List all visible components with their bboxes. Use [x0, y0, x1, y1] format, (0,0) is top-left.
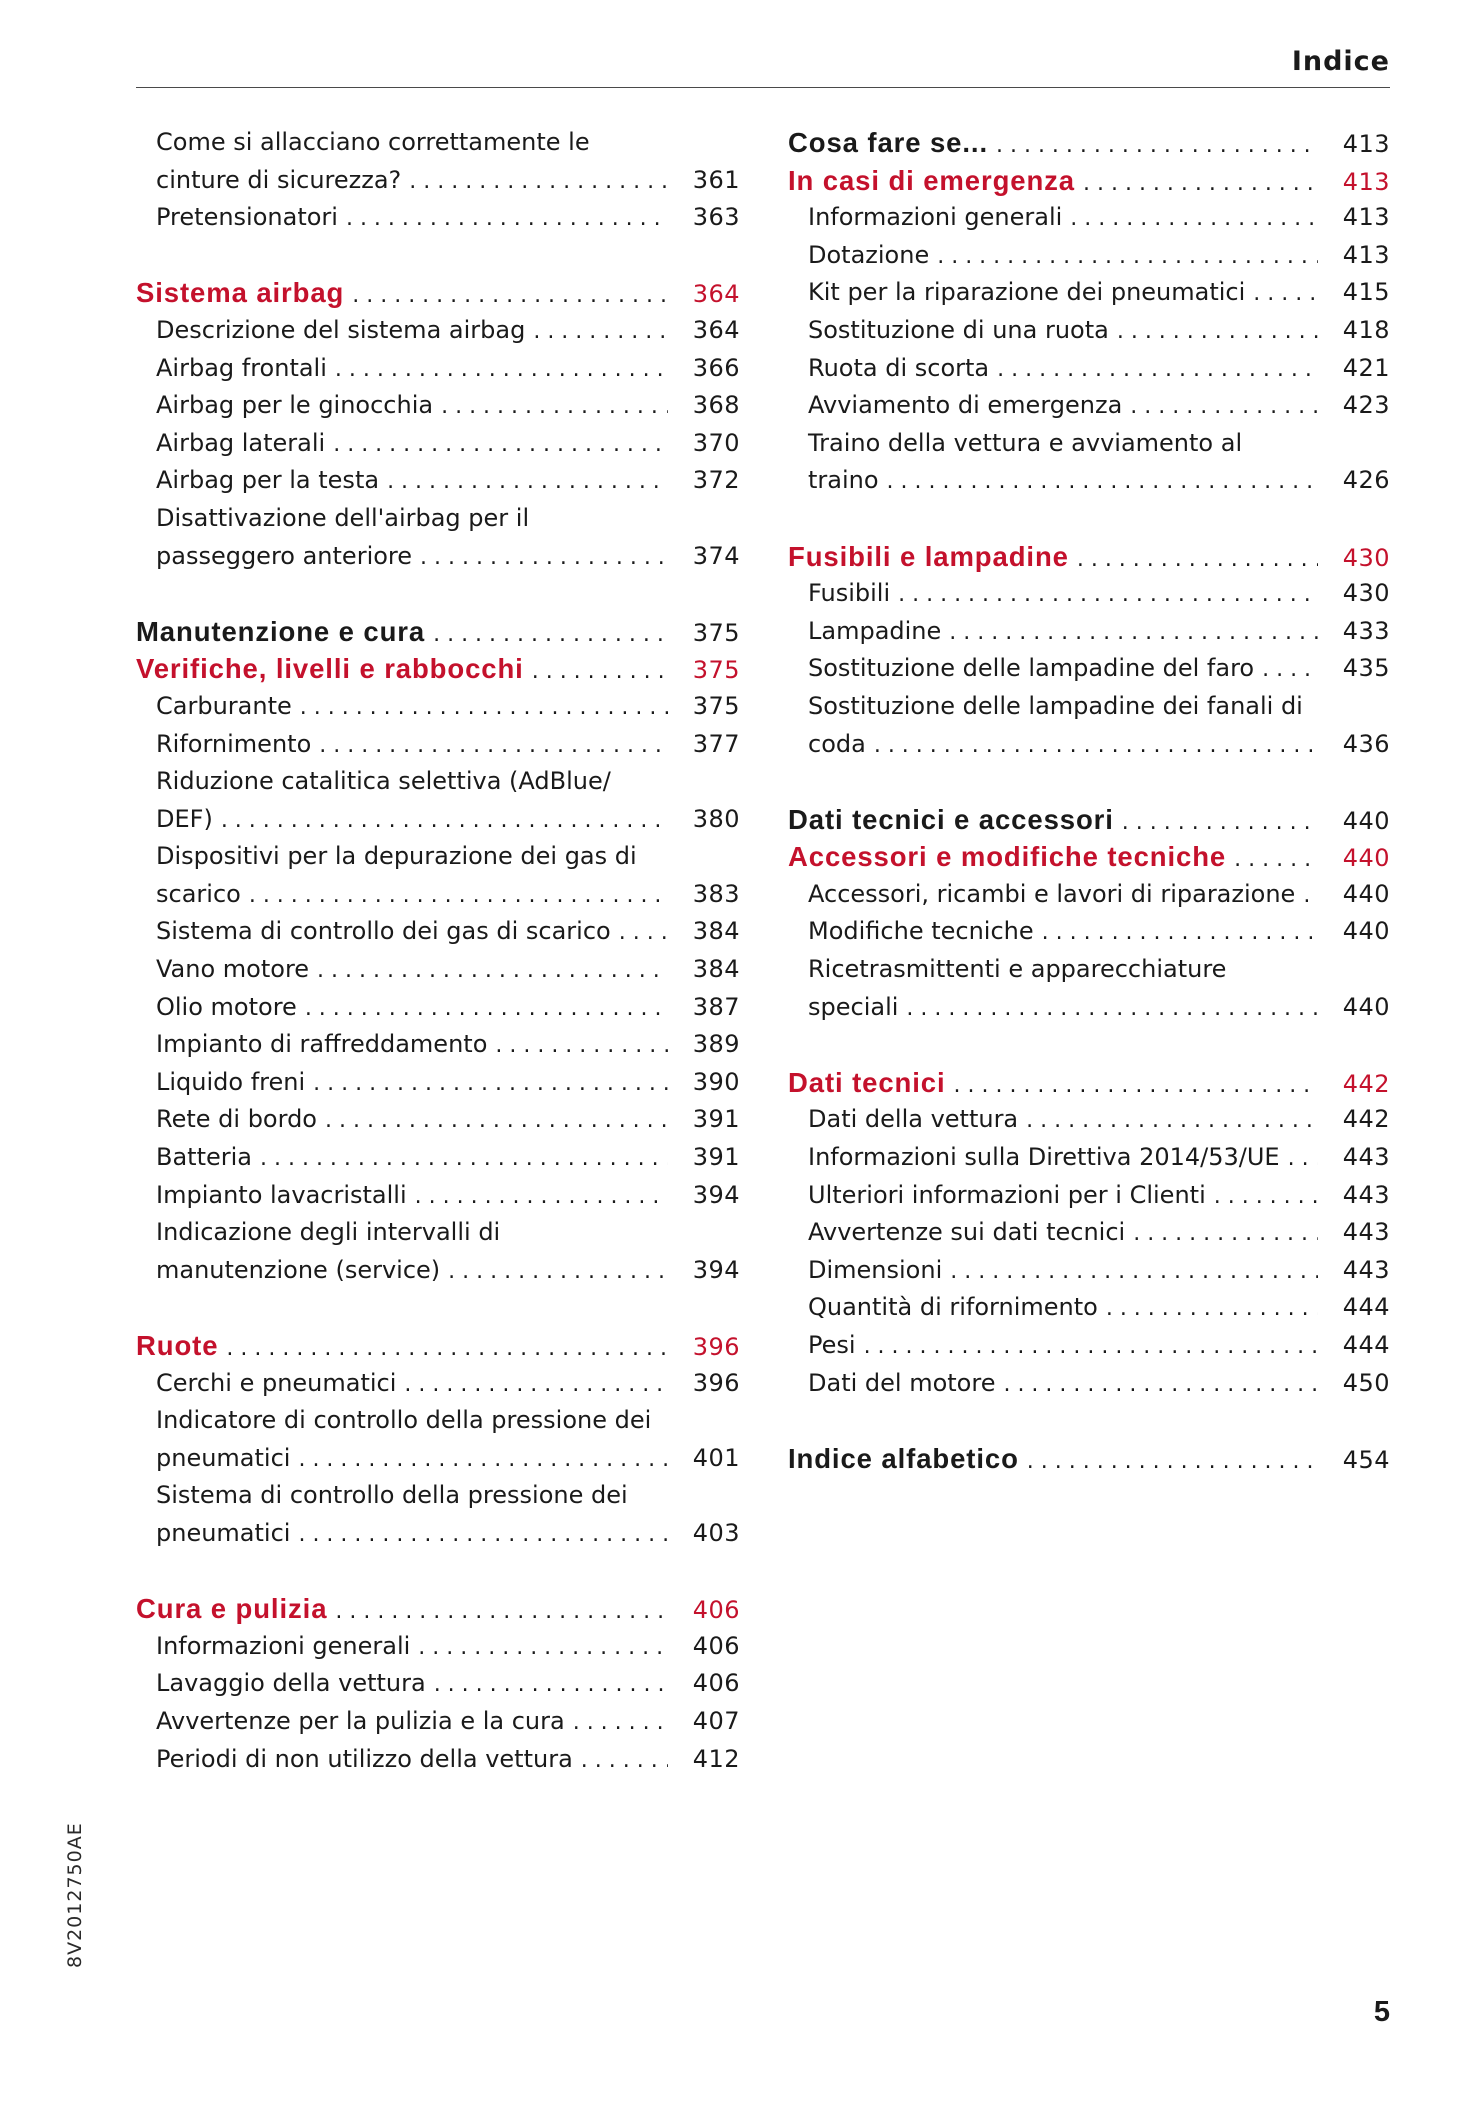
toc-entry[interactable] [136, 538, 740, 576]
toc-entry[interactable] [788, 575, 1390, 613]
toc-section-heading[interactable] [136, 1327, 740, 1365]
dot-leader [997, 351, 1318, 389]
toc-page-number: 442 [1342, 1105, 1390, 1134]
toc-entry-label: Carburante [156, 691, 292, 720]
toc-entry[interactable] [788, 237, 1390, 275]
toc-entry-label: manutenzione (service) [156, 1255, 441, 1284]
dot-leader [404, 1366, 668, 1404]
dot-leader [346, 200, 668, 238]
toc-page-number: 396 [692, 1333, 740, 1361]
dot-leader [937, 238, 1318, 276]
toc-section-heading[interactable] [136, 274, 740, 312]
toc-entry-label: Manutenzione e cura [136, 615, 426, 647]
toc-entry-label: pneumatici [156, 1518, 291, 1547]
toc-page-number: 413 [1342, 167, 1390, 196]
toc-entry-label: scarico [156, 879, 241, 908]
toc-section-heading[interactable] [136, 650, 740, 688]
toc-page-number: 430 [1342, 579, 1390, 608]
toc-entry[interactable] [136, 989, 740, 1027]
toc-entry-label: Ulteriori informazioni per i Clienti [808, 1180, 1206, 1209]
dot-leader [313, 1065, 668, 1103]
toc-entry-label: Batteria [156, 1143, 252, 1172]
toc-page-number: 396 [692, 1368, 740, 1397]
dot-leader [954, 1067, 1318, 1105]
toc-entry-label: Quantità di rifornimento [808, 1293, 1098, 1322]
toc-entry[interactable] [136, 162, 740, 200]
toc-entry[interactable] [788, 312, 1390, 350]
dot-leader [1133, 1215, 1318, 1253]
dot-leader [418, 1629, 668, 1667]
toc-entry-line [788, 951, 1390, 989]
toc-entry-label: Airbag frontali [156, 353, 327, 382]
toc-entry-label: Airbag per la testa [156, 466, 380, 495]
toc-page-number: 391 [692, 1105, 740, 1134]
toc-page-number: 443 [1342, 1255, 1390, 1284]
toc-entry[interactable] [136, 1440, 740, 1478]
toc-entry-label: Accessori, ricambi e lavori di riparazione [808, 879, 1296, 908]
toc-page-number: 436 [1342, 729, 1390, 758]
toc-entry-label: Verifiche, livelli e rabbocchi [136, 653, 524, 685]
dot-leader [1106, 1290, 1318, 1328]
toc-entry-label: Sistema airbag [136, 277, 345, 309]
toc-entry-line [136, 838, 740, 876]
toc-page-number: 413 [1342, 240, 1390, 269]
toc-page-number: 406 [692, 1669, 740, 1698]
toc-page-number: 374 [692, 541, 740, 570]
toc-page-number: 440 [1342, 806, 1390, 835]
toc-entry-label: Cura e pulizia [136, 1593, 328, 1625]
toc-entry-label: Dotazione [808, 240, 930, 269]
dot-leader [573, 1704, 668, 1742]
toc-entry-label: Lavaggio della vettura [156, 1669, 426, 1698]
dot-leader [333, 426, 668, 464]
toc-entry[interactable] [136, 1139, 740, 1177]
dot-leader [887, 463, 1318, 501]
toc-entry-label: Impianto lavacristalli [156, 1180, 407, 1209]
toc-entry[interactable] [136, 951, 740, 989]
toc-page-number: 443 [1342, 1143, 1390, 1172]
toc-page-number: 440 [1342, 917, 1390, 946]
dot-leader [1130, 388, 1318, 426]
toc-entry-label: Riduzione catalitica selettiva (AdBlue/ [156, 767, 611, 796]
dot-leader [874, 727, 1318, 765]
toc-entry[interactable] [136, 726, 740, 764]
toc-entry[interactable] [788, 1289, 1390, 1327]
toc-entry[interactable] [788, 726, 1390, 764]
toc-entry-label: Avvertenze sui dati tecnici [808, 1218, 1126, 1247]
toc-page-number: 375 [692, 618, 740, 647]
dot-leader [420, 539, 668, 577]
toc-chapter-heading[interactable] [136, 613, 740, 651]
toc-entry-label: Rifornimento [156, 729, 312, 758]
toc-page-number: 444 [1342, 1293, 1390, 1322]
toc-entry[interactable] [136, 1741, 740, 1779]
toc-page-number: 440 [1342, 844, 1390, 873]
toc-page-number: 377 [692, 729, 740, 758]
dot-leader [1077, 541, 1318, 579]
toc-entry-label: Dimensioni [808, 1255, 943, 1284]
toc-entry-label: Liquido freni [156, 1067, 306, 1096]
toc-left-column [136, 124, 740, 1778]
toc-entry-label: In casi di emergenza [788, 164, 1075, 196]
toc-section-heading[interactable] [136, 1590, 740, 1628]
toc-entry-label: Kit per la riparazione dei pneumatici [808, 278, 1246, 307]
toc-page-number: 383 [692, 879, 740, 908]
dot-leader [495, 1027, 668, 1065]
toc-page-number: 440 [1342, 992, 1390, 1021]
toc-entry[interactable] [788, 650, 1390, 688]
toc-entry[interactable] [788, 462, 1390, 500]
dot-leader [533, 313, 668, 351]
toc-entry-label: Rete di bordo [156, 1105, 317, 1134]
dot-leader [864, 1328, 1318, 1366]
toc-section-heading[interactable] [788, 162, 1390, 200]
toc-entry-label: Airbag laterali [156, 428, 326, 457]
toc-entry[interactable] [136, 801, 740, 839]
dot-leader [1003, 1366, 1318, 1404]
dot-leader [221, 802, 668, 840]
toc-entry-label: Ruote [136, 1330, 219, 1361]
toc-page-number: 368 [692, 391, 740, 420]
toc-entry-label: Informazioni generali [808, 203, 1063, 232]
dot-leader [1083, 165, 1318, 203]
dot-leader [949, 614, 1318, 652]
toc-entry-label: pneumatici [156, 1443, 291, 1472]
toc-entry-line [788, 688, 1390, 726]
toc-entry[interactable] [136, 1628, 740, 1666]
toc-entry[interactable] [788, 1365, 1390, 1403]
toc-entry[interactable] [136, 1252, 740, 1290]
toc-page-number: 364 [692, 280, 740, 309]
dot-leader [300, 689, 668, 727]
dot-leader [532, 653, 668, 691]
toc-page-number: 406 [692, 1596, 740, 1625]
toc-page-number: 384 [692, 917, 740, 946]
toc-chapter-heading[interactable] [788, 801, 1390, 839]
toc-entry[interactable] [136, 688, 740, 726]
toc-entry-label: Dati della vettura [808, 1105, 1019, 1134]
toc-entry-label: Cosa fare se... [788, 127, 988, 158]
toc-page-number: 435 [1342, 654, 1390, 683]
dot-leader [996, 127, 1318, 165]
toc-entry[interactable] [788, 989, 1390, 1027]
toc-entry-label: Dati del motore [808, 1368, 996, 1397]
toc-entry-label: Cerchi e pneumatici [156, 1368, 397, 1397]
toc-entry-label: Descrizione del sistema airbag [156, 315, 526, 344]
header-divider [136, 87, 1390, 88]
dot-leader [226, 1330, 668, 1368]
toc-page-number: 454 [1342, 1445, 1390, 1474]
dot-leader [898, 576, 1318, 614]
toc-page-number: 440 [1342, 879, 1390, 908]
toc-entry-line [136, 124, 740, 162]
running-header-title: Indice [1291, 46, 1390, 77]
toc-page-number: 387 [692, 992, 740, 1021]
toc-entry-label: Pesi [808, 1331, 856, 1359]
toc-entry-label: Indicatore di controllo della pressione dei [156, 1406, 652, 1435]
dot-leader [950, 1253, 1318, 1291]
toc-entry-line [136, 763, 740, 801]
toc-page-number: 390 [692, 1067, 740, 1096]
toc-entry-label: Sostituzione di una ruota [808, 315, 1109, 344]
toc-entry-line [136, 1402, 740, 1440]
dot-leader [1027, 1443, 1318, 1481]
dot-leader [1042, 914, 1318, 952]
toc-entry-label: Sistema di controllo della pressione dei [156, 1481, 628, 1510]
toc-entry-label: Informazioni generali [156, 1631, 411, 1660]
toc-page-number: 375 [692, 656, 740, 685]
toc-page-number: 415 [1342, 278, 1390, 307]
toc-page-number: 364 [692, 315, 740, 344]
toc-entry-label: Periodi di non utilizzo della vettura [156, 1744, 573, 1773]
toc-entry[interactable] [136, 1365, 740, 1403]
toc-entry-label: Sostituzione delle lampadine del faro [808, 654, 1255, 683]
toc-entry[interactable] [788, 387, 1390, 425]
dot-leader [415, 1178, 668, 1216]
toc-page-number: 407 [692, 1706, 740, 1735]
dot-leader [1253, 275, 1318, 313]
dot-leader [1070, 200, 1318, 238]
toc-page-number: 391 [692, 1143, 740, 1172]
toc-entry[interactable] [136, 1064, 740, 1102]
toc-page-number: 444 [1342, 1331, 1390, 1359]
toc-entry-label: Dati tecnici e accessori [788, 803, 1114, 835]
toc-entry-line [136, 500, 740, 538]
toc-entry-label: Informazioni sulla Direttiva 2014/53/UE [808, 1143, 1280, 1172]
toc-entry-label: passeggero anteriore [156, 541, 413, 570]
dot-leader [249, 877, 668, 915]
dot-leader [260, 1140, 668, 1178]
dot-leader [298, 1441, 668, 1479]
toc-entry[interactable] [788, 613, 1390, 651]
toc-page-number: 394 [692, 1180, 740, 1209]
toc-entry-label: Come si allacciano correttamente le [156, 128, 590, 156]
dot-leader [1303, 877, 1318, 915]
toc-page-number: 389 [692, 1030, 740, 1059]
toc-page-number: 375 [692, 691, 740, 720]
toc-page-number: 418 [1342, 315, 1390, 344]
dot-leader [1288, 1140, 1318, 1178]
toc-entry-label: traino [808, 466, 879, 495]
dot-leader [619, 914, 668, 952]
toc-entry[interactable] [788, 1252, 1390, 1290]
toc-entry-label: Avviamento di emergenza [808, 391, 1123, 420]
toc-entry[interactable] [136, 425, 740, 463]
toc-entry-label: Fusibili [808, 579, 891, 608]
dot-leader [1214, 1178, 1318, 1216]
dot-leader [1117, 313, 1318, 351]
toc-section-heading[interactable] [788, 1064, 1390, 1102]
toc-entry-label: Avvertenze per la pulizia e la cura [156, 1706, 565, 1735]
toc-page-number: 430 [1342, 543, 1390, 572]
toc-section-heading[interactable] [788, 538, 1390, 576]
dot-leader [434, 1666, 668, 1704]
toc-entry-label: Indice alfabetico [788, 1442, 1019, 1474]
toc-page-number: 413 [1342, 130, 1390, 158]
toc-entry-label: Airbag per le ginocchia [156, 391, 434, 420]
toc-page-number: 443 [1342, 1180, 1390, 1209]
toc-entry[interactable] [136, 462, 740, 500]
toc-page-number: 401 [692, 1443, 740, 1472]
toc-page-number: 413 [1342, 203, 1390, 232]
dot-leader [1122, 804, 1318, 842]
toc-entry[interactable] [136, 876, 740, 914]
toc-entry-label: Impianto di raffreddamento [156, 1030, 488, 1059]
toc-entry-label: Dati tecnici [788, 1066, 946, 1098]
toc-page-number: 394 [692, 1255, 740, 1284]
toc-entry-label: coda [808, 729, 866, 758]
dot-leader [1234, 841, 1318, 879]
toc-entry[interactable] [136, 1703, 740, 1741]
toc-page-number: 423 [1342, 391, 1390, 420]
toc-entry-label: Dispositivi per la depurazione dei gas di [156, 842, 637, 871]
dot-leader [335, 1593, 668, 1631]
toc-page-number: 406 [692, 1631, 740, 1660]
toc-entry-label: Disattivazione dell'airbag per il [156, 503, 530, 532]
toc-entry[interactable] [788, 1101, 1390, 1139]
toc-entry[interactable] [788, 1139, 1390, 1177]
toc-entry-label: Fusibili e lampadine [788, 540, 1069, 572]
toc-page-number: 370 [692, 428, 740, 457]
toc-page-number: 421 [1342, 353, 1390, 382]
toc-entry-label: Traino della vettura e avviamento al [808, 428, 1243, 457]
toc-page-number: 372 [692, 466, 740, 495]
toc-page-number: 450 [1342, 1368, 1390, 1397]
toc-page-number: 442 [1342, 1069, 1390, 1098]
toc-entry-label: Indicazione degli intervalli di [156, 1218, 501, 1247]
toc-entry-label: Vano motore [156, 955, 310, 984]
toc-entry-label: Pretensionatori [156, 203, 338, 232]
toc-chapter-heading[interactable] [788, 1440, 1390, 1478]
toc-entry-label: speciali [808, 992, 899, 1021]
toc-page-number: 380 [692, 804, 740, 833]
toc-entry-label: cinture di sicurezza? [156, 165, 402, 194]
toc-right-column [788, 124, 1390, 1477]
dot-leader [298, 1516, 668, 1554]
toc-entry[interactable] [788, 274, 1390, 312]
toc-chapter-heading[interactable] [788, 124, 1390, 162]
toc-entry[interactable] [136, 199, 740, 237]
toc-entry[interactable] [136, 312, 740, 350]
toc-entry[interactable] [136, 1177, 740, 1215]
toc-entry-label: Ruota di scorta [808, 353, 990, 382]
toc-page-number: 426 [1342, 466, 1390, 495]
toc-entry[interactable] [788, 199, 1390, 237]
toc-page-number: 363 [692, 203, 740, 232]
dot-leader [906, 990, 1318, 1028]
dot-leader [1262, 651, 1318, 689]
dot-leader [335, 351, 668, 389]
dot-leader [1026, 1102, 1318, 1140]
dot-leader [448, 1253, 668, 1291]
toc-entry[interactable] [136, 913, 740, 951]
toc-page-number: 361 [692, 165, 740, 194]
toc-page-number: 403 [692, 1518, 740, 1547]
toc-page-number: 412 [692, 1744, 740, 1773]
toc-page-number: 443 [1342, 1218, 1390, 1247]
toc-entry[interactable] [136, 1101, 740, 1139]
toc-entry-label: Olio motore [156, 992, 297, 1021]
dot-leader [409, 163, 668, 201]
toc-entry[interactable] [788, 350, 1390, 388]
toc-entry-label: Sostituzione delle lampadine dei fanali di [808, 691, 1303, 720]
toc-entry-label: Sistema di controllo dei gas di scarico [156, 917, 611, 946]
toc-section-heading[interactable] [788, 838, 1390, 876]
dot-leader [352, 277, 668, 315]
toc-entry-line [136, 1214, 740, 1252]
toc-page-number: 366 [692, 353, 740, 382]
toc-entry-line [136, 1477, 740, 1515]
toc-entry[interactable] [136, 1665, 740, 1703]
page-number: 5 [1373, 1996, 1390, 2028]
dot-leader [441, 388, 668, 426]
toc-entry-label: DEF) [156, 804, 213, 833]
toc-entry-label: Ricetrasmittenti e apparecchiature [808, 955, 1227, 984]
toc-entry[interactable] [788, 1177, 1390, 1215]
dot-leader [581, 1742, 668, 1780]
toc-page-number: 433 [1342, 616, 1390, 645]
toc-entry[interactable] [788, 876, 1390, 914]
toc-entry-label: Lampadine [808, 616, 942, 645]
toc-entry[interactable] [788, 913, 1390, 951]
toc-entry-label: Accessori e modifiche tecniche [788, 841, 1227, 873]
toc-entry[interactable] [136, 1026, 740, 1064]
dot-leader [387, 463, 668, 501]
toc-entry[interactable] [788, 1327, 1390, 1365]
toc-entry[interactable] [136, 350, 740, 388]
toc-entry[interactable] [788, 1214, 1390, 1252]
toc-page-number: 384 [692, 955, 740, 984]
document-code: 8V2012750AE [64, 1822, 86, 1968]
dot-leader [319, 727, 668, 765]
toc-entry-label: Modifiche tecniche [808, 917, 1034, 946]
dot-leader [305, 990, 668, 1028]
dot-leader [325, 1102, 668, 1140]
toc-entry[interactable] [136, 387, 740, 425]
dot-leader [317, 952, 668, 990]
toc-entry[interactable] [136, 1515, 740, 1553]
dot-leader [433, 616, 668, 654]
toc-entry-line [788, 425, 1390, 463]
